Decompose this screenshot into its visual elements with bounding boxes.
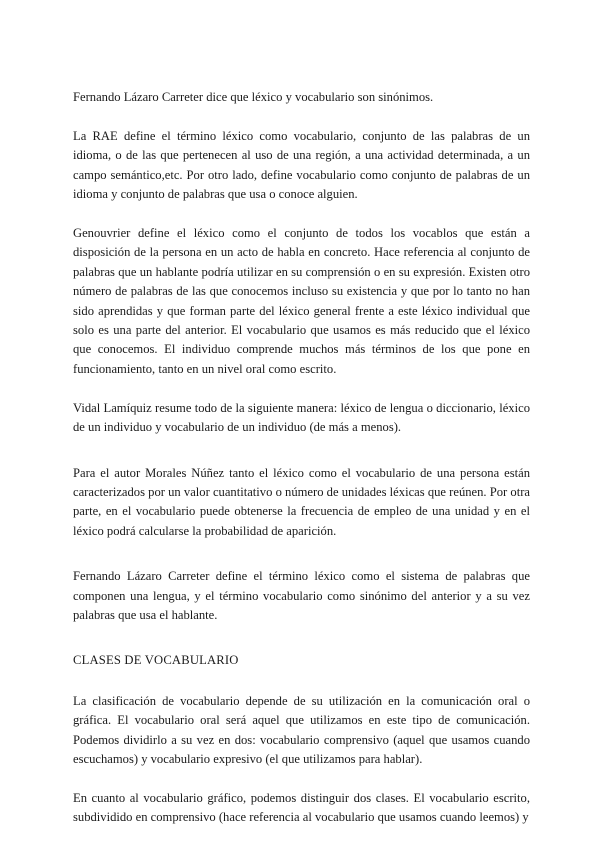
paragraph-clasificacion: La clasificación de vocabulario depende de su utilización en la comunicación oral o gráfica. El vocabulario oral será aquel que utilizamos en este tipo de comunicación. Podemos dividirlo a su vez en dos: vocabulario comprensivo (aquel que usamos cuando escuchamos) y vocabulario expresivo (el que utilizamos para hablar).: [73, 693, 530, 767]
section-heading: CLASES DE VOCABULARIO: [73, 653, 239, 668]
paragraph-rae-definicion: La RAE define el término léxico como vocabulario, conjunto de las palabras de un idioma, o de las que pertenecen al uso de una región, a una actividad determinada, a un campo semántico,etc. Por otro lado, define vocabulario como conjunto de palabras de un idioma y conjunto de palabras que usa o conoce alguien.: [73, 128, 530, 202]
paragraph-lazaro-sinonimos: Fernando Lázaro Carreter dice que léxico y vocabulario son sinónimos.: [73, 90, 434, 104]
paragraph-vidal-lamiquiz: Vidal Lamíquiz resume todo de la siguiente manera: léxico de lengua o diccionario, léxico de un individuo y vocabulario de un individuo (de más a menos).: [73, 400, 530, 435]
paragraph-vocabulario-grafico: En cuanto al vocabulario gráfico, podemos distinguir dos clases. El vocabulario escrito, subdividido en comprensivo (hace referencia al vocabulario que usamos cuando leemos) y: [73, 790, 530, 825]
paragraph-genouvrier: Genouvrier define el léxico como el conjunto de todos los vocablos que están a disposición de la persona en un acto de habla en concreto. Hace referencia al conjunto de palabras que un hablante podría utilizar en su comprensión o en su expresión. Existen otro número de palabras de las que conocemos incluso su existencia y que por lo tanto no han sido aprendidas y que forman parte del léxico general frente a este léxico individual que solo es una parte del anterior. El vocabulario que usamos es más reducido que el léxico que conocemos. El individuo comprende muchos más términos de los que pone en funcionamiento, tanto en un nivel oral como escrito.: [73, 226, 530, 376]
paragraph-morales-nunez: Para el autor Morales Núñez tanto el léxico como el vocabulario de una persona están caracterizados por un valor cuantitativo o número de unidades léxicas que reúnen. Por otra parte, en el vocabulario puede obtenerse la frecuencia de empleo de una unidad y en el léxico podrá calcularse la probabilidad de aparición.: [73, 465, 530, 538]
paragraph-lazaro-definicion: Fernando Lázaro Carreter define el término léxico como el sistema de palabras que componen una lengua, y el término vocabulario como sinónimo del anterior y a su vez palabras que usa el hablante.: [73, 569, 530, 623]
document-body: [73, 88, 530, 828]
